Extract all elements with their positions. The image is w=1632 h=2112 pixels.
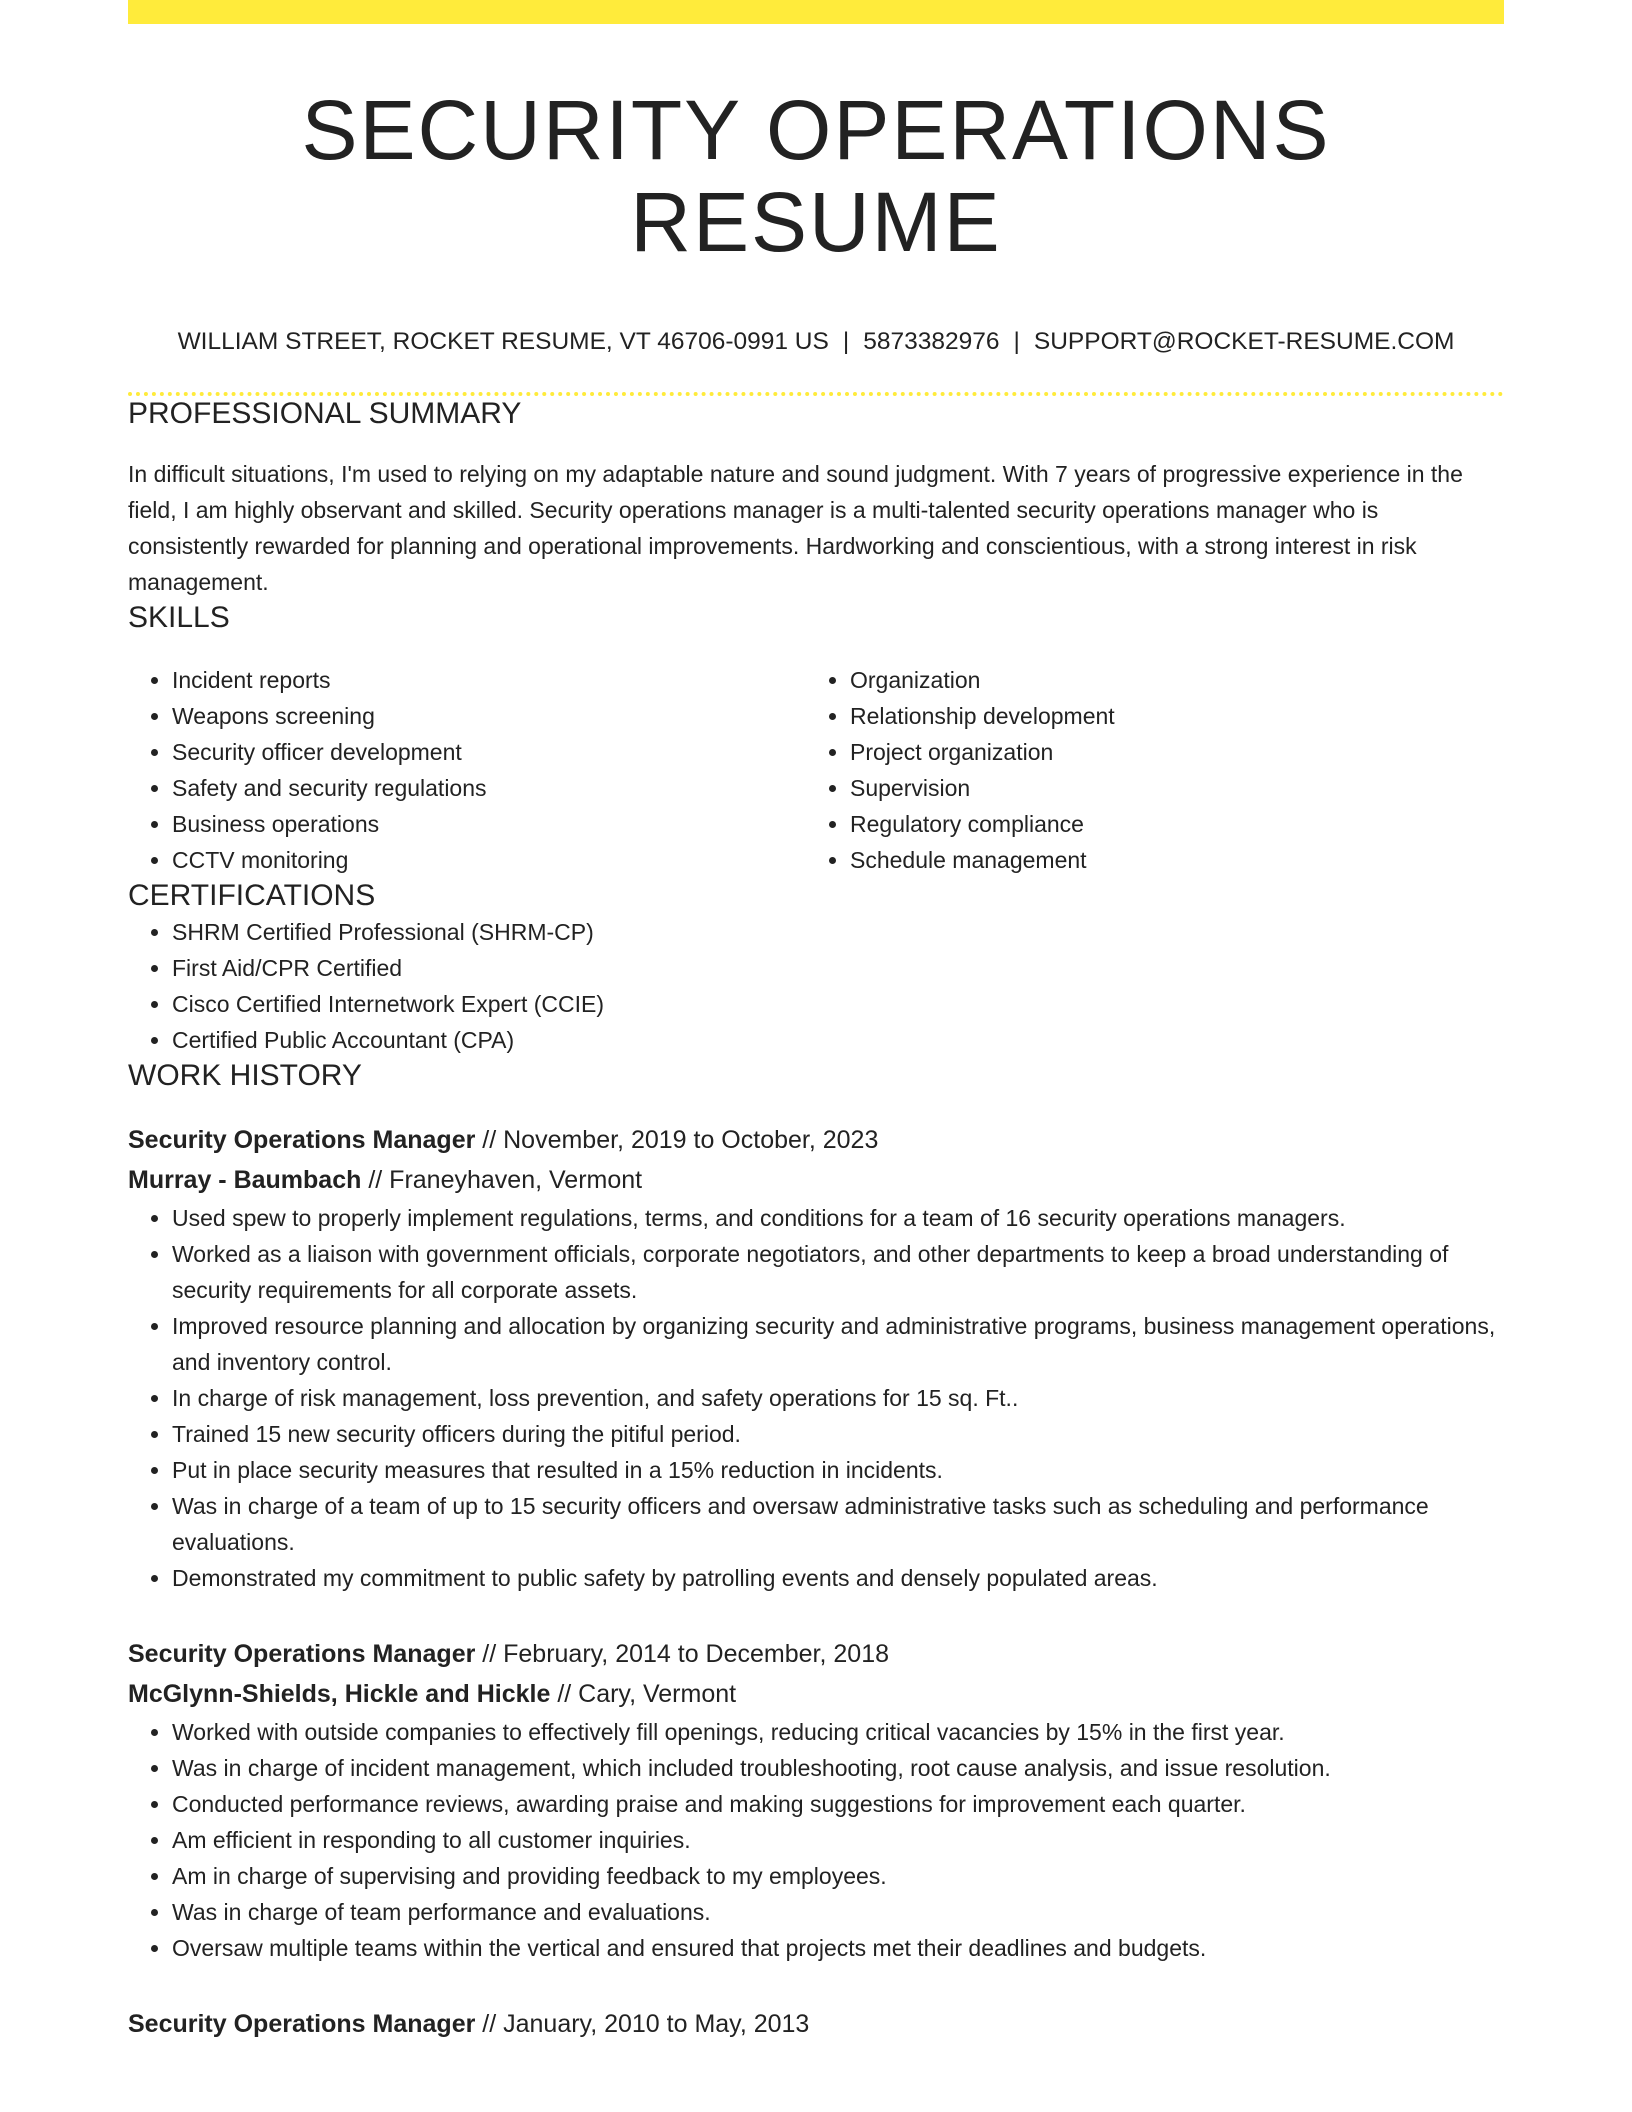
skills-list-left xyxy=(128,662,806,878)
job-location: // Cary, Vermont xyxy=(557,1680,737,1709)
job-bullet: • Conducted performance reviews, awarding praise and making suggestions for improvement each quarter. xyxy=(172,1786,1504,1822)
job-bullet: • Improved resource planning and allocation by organizing security and administrative programs, business management operations, and inventory control. xyxy=(172,1308,1504,1380)
job-bullet: • Worked with outside companies to effectively fill openings, reducing critical vacancies by 15% in the first year. xyxy=(172,1714,1504,1750)
certification-item: • First Aid/CPR Certified xyxy=(172,950,1504,986)
job-bullet: • Oversaw multiple teams within the vertical and ensured that projects met their deadlines and budgets. xyxy=(172,1930,1504,1966)
skill-item: • Safety and security regulations xyxy=(172,770,806,806)
certification-item: • Certified Public Accountant (CPA) xyxy=(172,1022,1504,1058)
job-bullet: • Was in charge of incident management, which included troubleshooting, root cause analysis, and issue resolution. xyxy=(172,1750,1504,1786)
job-location: // Franeyhaven, Vermont xyxy=(368,1166,643,1195)
contact-line xyxy=(128,327,1504,356)
job-company: McGlynn-Shields, Hickle and Hickle xyxy=(128,1680,551,1709)
skill-item: • Business operations xyxy=(172,806,806,842)
skill-item: • Relationship development xyxy=(850,698,1484,734)
contact-email: SUPPORT@ROCKET-RESUME.COM xyxy=(1033,327,1455,355)
certification-item: • Cisco Certified Internetwork Expert (CCIE) xyxy=(172,986,1504,1022)
summary-heading: PROFESSIONAL SUMMARY xyxy=(128,397,522,431)
summary-text: In difficult situations, I'm used to relying on my adaptable nature and sound judgment. With 7 years of progressive experience in the field, I am highly observant and skilled. Security operations manager is a multi-talented security operations manager who is consistently rewarded for planning and operational improvements. Hardworking and conscientious, with a strong interest in risk management. xyxy=(128,461,1463,596)
resume-title: SECURITY OPERATIONS RESUME xyxy=(301,83,1331,270)
job-bullets xyxy=(128,1714,1504,1966)
work-history-heading: WORK HISTORY xyxy=(128,1059,362,1093)
job-title: Security Operations Manager xyxy=(128,1640,476,1669)
job-entry xyxy=(128,2004,1504,2044)
accent-top-bar xyxy=(128,0,1504,24)
job-title-line xyxy=(128,1634,1504,1674)
skill-item: • CCTV monitoring xyxy=(172,842,806,878)
job-bullet: • Put in place security measures that resulted in a 15% reduction in incidents. xyxy=(172,1452,1504,1488)
job-bullet: • In charge of risk management, loss prevention, and safety operations for 15 sq. Ft.. xyxy=(172,1380,1504,1416)
skill-item: • Incident reports xyxy=(172,662,806,698)
job-bullet: • Am efficient in responding to all customer inquiries. xyxy=(172,1822,1504,1858)
job-entry xyxy=(128,1634,1504,1966)
job-dates: // November, 2019 to October, 2023 xyxy=(482,1126,879,1155)
certification-item: • SHRM Certified Professional (SHRM-CP) xyxy=(172,914,1504,950)
skill-item: • Security officer development xyxy=(172,734,806,770)
skills-heading: SKILLS xyxy=(128,601,230,635)
job-bullet: • Trained 15 new security officers during the pitiful period. xyxy=(172,1416,1504,1452)
skill-item: • Regulatory compliance xyxy=(850,806,1484,842)
job-bullet: • Was in charge of a team of up to 15 security officers and oversaw administrative tasks such as scheduling and performance evaluations. xyxy=(172,1488,1504,1560)
skill-item: • Project organization xyxy=(850,734,1484,770)
job-company-line xyxy=(128,1674,1504,1714)
job-bullets xyxy=(128,1200,1504,1596)
skill-item: • Weapons screening xyxy=(172,698,806,734)
job-company-line xyxy=(128,1160,1504,1200)
contact-separator: | xyxy=(1013,327,1020,355)
job-bullet: • Was in charge of team performance and evaluations. xyxy=(172,1894,1504,1930)
job-dates: // February, 2014 to December, 2018 xyxy=(482,1640,889,1669)
contact-separator: | xyxy=(842,327,850,355)
job-bullet: • Am in charge of supervising and providing feedback to my employees. xyxy=(172,1858,1504,1894)
skills-grid xyxy=(128,662,1504,878)
job-title-line xyxy=(128,1120,1504,1160)
job-title-line xyxy=(128,2004,1504,2044)
job-bullet: • Worked as a liaison with government officials, corporate negotiators, and other departments to keep a broad understanding of security requirements for all corporate assets. xyxy=(172,1236,1504,1308)
job-bullet: • Demonstrated my commitment to public safety by patrolling events and densely populated areas. xyxy=(172,1560,1504,1596)
job-company: Murray - Baumbach xyxy=(128,1166,362,1195)
contact-address: WILLIAM STREET, ROCKET RESUME, VT 46706-0991 US xyxy=(177,327,829,355)
skill-item: • Supervision xyxy=(850,770,1484,806)
job-title: Security Operations Manager xyxy=(128,1126,476,1155)
skill-item: • Organization xyxy=(850,662,1484,698)
certifications-list xyxy=(128,914,1504,1058)
resume-page xyxy=(128,0,1504,2044)
skill-item: • Schedule management xyxy=(850,842,1484,878)
contact-phone: 5873382976 xyxy=(863,327,1000,355)
skills-list-right xyxy=(806,662,1484,878)
job-title: Security Operations Manager xyxy=(128,2010,476,2039)
job-bullet: • Used spew to properly implement regulations, terms, and conditions for a team of 16 security operations managers. xyxy=(172,1200,1504,1236)
job-entry xyxy=(128,1120,1504,1596)
certifications-heading: CERTIFICATIONS xyxy=(128,879,376,913)
job-dates: // January, 2010 to May, 2013 xyxy=(482,2010,810,2039)
